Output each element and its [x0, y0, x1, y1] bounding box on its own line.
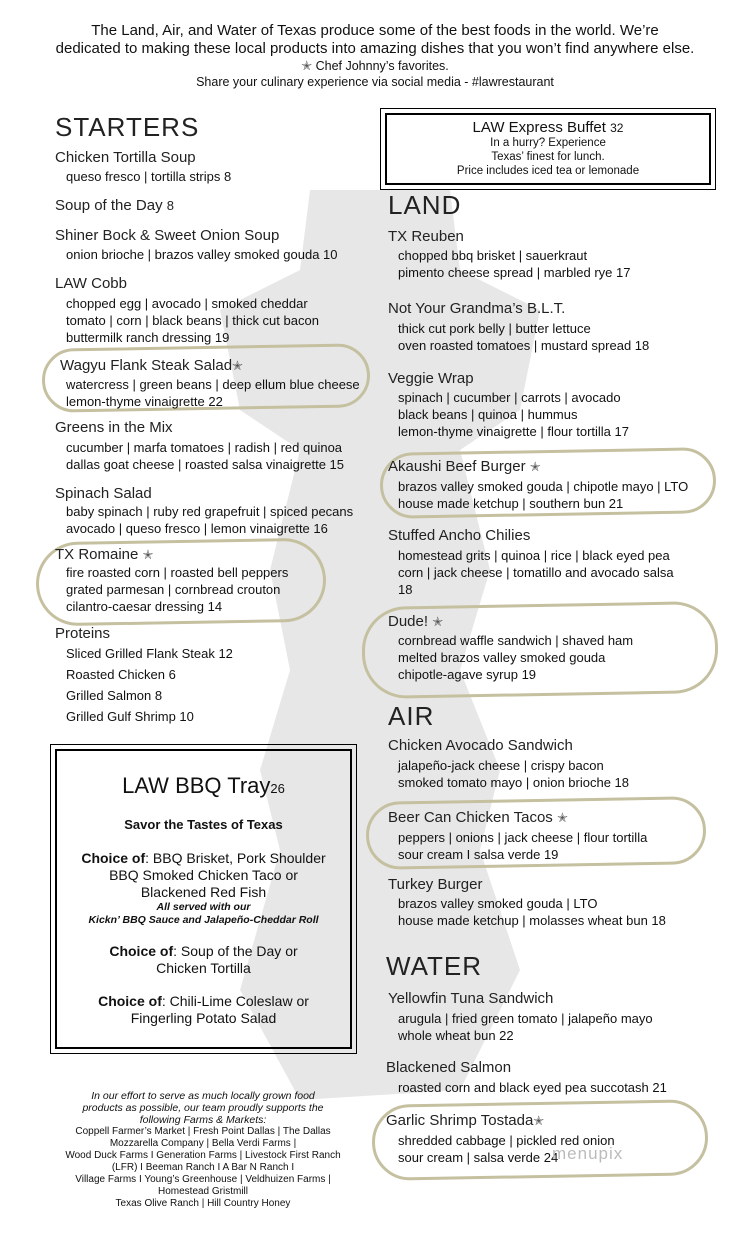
intro-text	[0, 22, 750, 90]
item-desc: brazos valley smoked gouda | chipotle mayo | LTO house made ketchup | southern bun 21	[398, 479, 689, 511]
star-icon: ✭	[232, 358, 243, 373]
item-desc: brazos valley smoked gouda | LTO house made ketchup | molasses wheat bun 18	[398, 896, 666, 928]
bbq-title: LAW BBQ Tray26	[122, 773, 285, 798]
watermark-text: menupix	[552, 1144, 624, 1163]
buffet-title: LAW Express Buffet 32	[472, 119, 624, 136]
item-desc: cornbread waffle sandwich | shaved ham melted brazos valley smoked gouda chipotle-agave syrup 19	[398, 633, 634, 682]
item-name: Veggie Wrap	[388, 370, 474, 387]
item-name: Turkey Burger	[388, 876, 483, 893]
item-name: Yellowfin Tuna Sandwich	[388, 990, 554, 1007]
item-name: TX Romaine ✭	[55, 546, 154, 563]
star-icon: ✭	[301, 58, 313, 73]
item-desc: jalapeño-jack cheese | crispy bacon smoked tomato mayo | onion brioche 18	[398, 758, 630, 790]
item-desc: watercress | green beans | deep ellum blue cheese lemon-thyme vinaigrette 22	[66, 377, 360, 409]
item-desc: baby spinach | ruby red grapefruit | spiced pecans avocado | queso fresco | lemon vinaigrette 16	[66, 504, 354, 536]
section-title-water: WATER	[386, 951, 482, 981]
item-desc: arugula | fried green tomato | jalapeño mayo whole wheat bun 22	[398, 1011, 653, 1043]
section-title-starters: STARTERS	[55, 112, 200, 142]
item-name: Chicken Tortilla Soup	[55, 149, 196, 166]
item-name: Not Your Grandma’s B.L.T.	[388, 300, 566, 317]
bbq-choice-2: Choice of: Soup of the Day or Chicken Tortilla	[109, 943, 298, 976]
item-desc: chopped bbq brisket | sauerkraut pimento cheese spread | marbled rye 17	[398, 248, 631, 280]
intro-line-4: Share your culinary experience via social media - #lawrestaurant	[196, 75, 554, 89]
item-desc: peppers | onions | jack cheese | flour tortilla sour cream I salsa verde 19	[398, 830, 648, 862]
item-desc: onion brioche | brazos valley smoked gouda 10	[66, 247, 338, 262]
item-desc: homestead grits | quinoa | rice | black eyed pea corn | jack cheese | tomatillo and avocado salsa 18	[398, 548, 674, 597]
bbq-served-with: All served with our Kickn’ BBQ Sauce and Jalapeño-Cheddar Roll	[88, 901, 319, 926]
express-buffet-box	[380, 108, 716, 190]
section-title-land: LAND	[388, 190, 462, 220]
item-desc: roasted corn and black eyed pea succotash 21	[398, 1080, 667, 1095]
intro-line-1: The Land, Air, and Water of Texas produce some of the best foods in the world. We’re	[91, 22, 659, 39]
bbq-tagline: Savor the Tastes of Texas	[124, 817, 283, 832]
item-desc: thick cut pork belly | butter lettuce oven roasted tomatoes | mustard spread 18	[398, 321, 650, 353]
item-name: Spinach Salad	[55, 485, 152, 502]
item-name: Shiner Bock & Sweet Onion Soup	[55, 227, 280, 244]
proteins-title: Proteins	[55, 625, 111, 642]
item-desc: shredded cabbage | pickled red onion sour cream | salsa verde 24	[398, 1133, 615, 1165]
item-desc: queso fresco | tortilla strips 8	[66, 169, 232, 184]
item-name: LAW Cobb	[55, 275, 127, 292]
bbq-tray-box	[50, 744, 357, 1054]
farms-note: In our effort to serve as much locally grown food products as possible, our team proudly supports the following Farms & Markets: Coppell Farmer’s Market | Fresh Point Dallas | The Dallas Mozzarella Company | Bella Verdi Farms | Wood Duck Farms I Generation Farms | Livestock First Ranch (LFR) I Beeman Ranch I A Bar N Ranch I Village Farms I Young’s Greenhouse | Veldhuizen Farms | Homestead Gristmill Texas Olive Ranch | Hill Country Honey	[65, 1090, 341, 1209]
item-name: Beer Can Chicken Tacos ✭	[388, 809, 568, 826]
star-icon: ✭	[556, 810, 568, 825]
star-icon: ✭	[432, 614, 444, 629]
item-desc: cucumber | marfa tomatoes | radish | red quinoa dallas goat cheese | roasted salsa vinaigrette 15	[66, 440, 344, 472]
item-name: Blackened Salmon	[386, 1059, 512, 1076]
star-icon: ✭	[142, 547, 154, 562]
bbq-choice-3: Choice of: Chili-Lime Coleslaw or Fingerling Potato Salad	[98, 993, 309, 1026]
star-icon: ✭	[533, 1113, 545, 1128]
star-icon: ✭	[529, 459, 541, 474]
proteins-list: Sliced Grilled Flank Steak 12 Roasted Chicken 6 Grilled Salmon 8 Grilled Gulf Shrimp 10	[66, 646, 233, 724]
buffet-desc: In a hurry? Experience Texas’ finest for lunch. Price includes iced tea or lemonade	[456, 137, 640, 177]
item-name: Akaushi Beef Burger ✭	[388, 458, 541, 475]
item-desc: fire roasted corn | roasted bell peppers grated parmesan | cornbread crouton cilantro-caesar dressing 14	[66, 565, 289, 614]
item-desc: chopped egg | avocado | smoked cheddar tomato | corn | black beans | thick cut bacon buttermilk ranch dressing 19	[66, 296, 319, 345]
item-desc: spinach | cucumber | carrots | avocado black beans | quinoa | hummus lemon-thyme vinaigrette | flour tortilla 17	[398, 390, 629, 439]
item-name: Chicken Avocado Sandwich	[388, 737, 573, 754]
item-name: TX Reuben	[388, 228, 464, 245]
bbq-choice-1: Choice of: BBQ Brisket, Pork Shoulder BBQ Smoked Chicken Taco or Blackened Red Fish	[81, 850, 326, 900]
item-name: Wagyu Flank Steak Salad✭	[60, 357, 243, 374]
intro-line-2: dedicated to making these local products into amazing dishes that you won’t find anywhere else.	[55, 40, 695, 57]
item-name: Stuffed Ancho Chilies	[388, 527, 531, 544]
item-name: Garlic Shrimp Tostada✭	[386, 1112, 545, 1129]
intro-line-3: ✭ Chef Johnny’s favorites.	[301, 58, 449, 73]
section-title-air: AIR	[388, 701, 435, 731]
item-name: Dude! ✭	[388, 613, 444, 630]
item-name: Greens in the Mix	[55, 419, 173, 436]
item-name: Soup of the Day 8	[55, 197, 174, 214]
